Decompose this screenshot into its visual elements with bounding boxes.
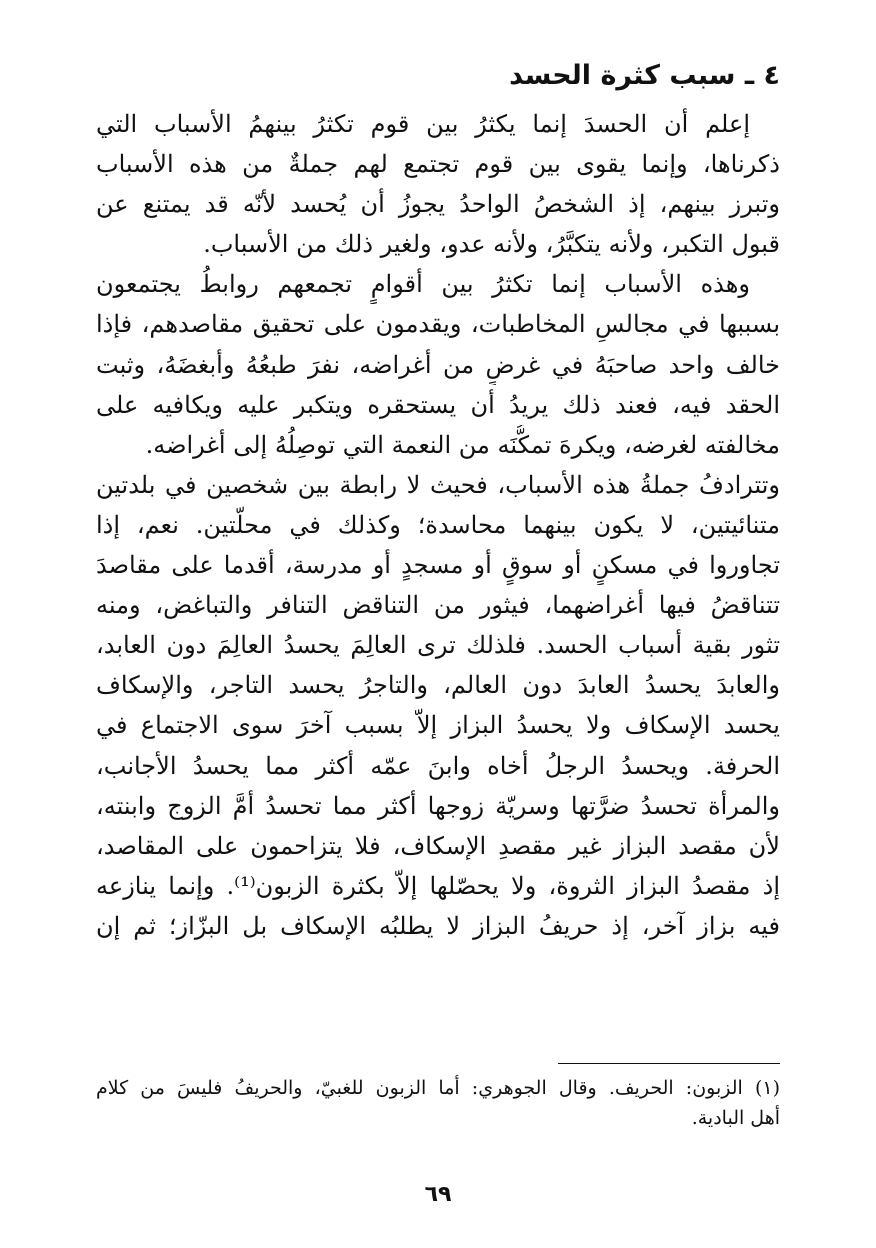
text-line: وتترادفُ جملةُ هذه الأسباب، فحيث لا رابطة بين شخصين في بلدتين — [96, 470, 780, 499]
text-line: إعلم أن الحسدَ إنما يكثرُ بين قوم تكثرُ بينهمُ الأسباب التي — [96, 110, 750, 138]
text-line: لأن مقصد البزاز غير مقصدِ الإسكاف، فلا يتزاحمون على المقاصد، — [96, 831, 780, 860]
text-line: متنائيتين، لا يكون بينهما محاسدة؛ وكذلك في محلّتين. نعم، إذا — [96, 510, 780, 539]
text-line: يحسد الإسكاف ولا يحسدُ البزاز إلاّ بسبب آخرَ سوى الاجتماع في — [96, 711, 780, 740]
footnote — [96, 1073, 780, 1133]
text-line: فيه بزاز آخر، إذ حريفُ البزاز لا يطلبُه الإسكاف بل البزّاز؛ ثم إن — [96, 911, 780, 940]
footnote-line: (١) الزبون: الحريف. وقال الجوهري: أما الزبون للغبيّ، والحريفُ فليسَ من كلام — [96, 1077, 780, 1099]
footnote-divider — [558, 1063, 780, 1064]
text-line: والعابدَ يحسدُ العابدَ دون العالم، والتاجرُ يحسد التاجر، والإسكاف — [96, 671, 780, 700]
text-line: الحرفة. ويحسدُ الرجلُ أخاه وابنَ عمّه أكثر مما يحسدُ الأجانب، — [96, 751, 780, 780]
text-line: بسببها في مجالسِ المخاطبات، ويقدمون على تحقيق مقاصدهم، فإذا — [96, 310, 780, 339]
footnote-line: أهل البادية. — [691, 1107, 780, 1129]
body-text — [96, 104, 780, 946]
text-line: ذكرناها، وإنما يقوى بين قوم تجتمع لهم جملةٌ من هذه الأسباب — [96, 150, 780, 179]
text-line: مخالفته لغرضه، ويكرهَ تمكُّنَه من النعمة التي توصِلُهُ إلى أغراضه. — [145, 430, 780, 459]
page-number: ٦٩ — [424, 1182, 452, 1207]
text-line: خالف واحد صاحبَهُ في غرضٍ من أغراضه، نفرَ طبعُهُ وأبغضَهُ، وثبت — [96, 350, 780, 379]
text-line: تتناقضُ فيها أغراضهما، فيثور من التناقض التنافر والتباغض، ومنه — [96, 591, 780, 620]
text-line: وهذه الأسباب إنما تكثرُ بين أقوامٍ تجمعهم روابطُ يجتمعون — [96, 270, 750, 299]
text-line: قبول التكبر، ولأنه يتكبَّرُ، ولأنه عدو، ولغير ذلك من الأسباب. — [203, 230, 780, 259]
text-line: تجاوروا في مسكنٍ أو سوقٍ أو مسجدٍ أو مدرسة، أقدما على مقاصدَ — [96, 551, 780, 580]
text-line: تثور بقية أسباب الحسد. فلذلك ترى العالِمَ يحسدُ العالِمَ دون العابد، — [96, 631, 780, 660]
text-line: والمرأة تحسدُ ضرَّتها وسريّة زوجها أكثر مما تحسدُ أمَّ الزوج وابنته، — [96, 791, 780, 820]
section-heading: ٤ ـ سبب كثرة الحسد — [509, 60, 780, 91]
text-line: وتبرز بينهم، إذ الشخصُ الواحدُ يجوزُ أن يُحسد لأنّه قد يمتنع عن — [96, 190, 780, 219]
text-line: الحقد فيه، فعند ذلك يريدُ أن يستحقره ويتكبر عليه ويكافيه على — [96, 390, 780, 419]
text-line: إذ مقصدُ البزاز الثروة، ولا يحصّلها إلاّ بكثرة الزبون⁽¹⁾. وإنما ينازعه — [96, 871, 780, 900]
